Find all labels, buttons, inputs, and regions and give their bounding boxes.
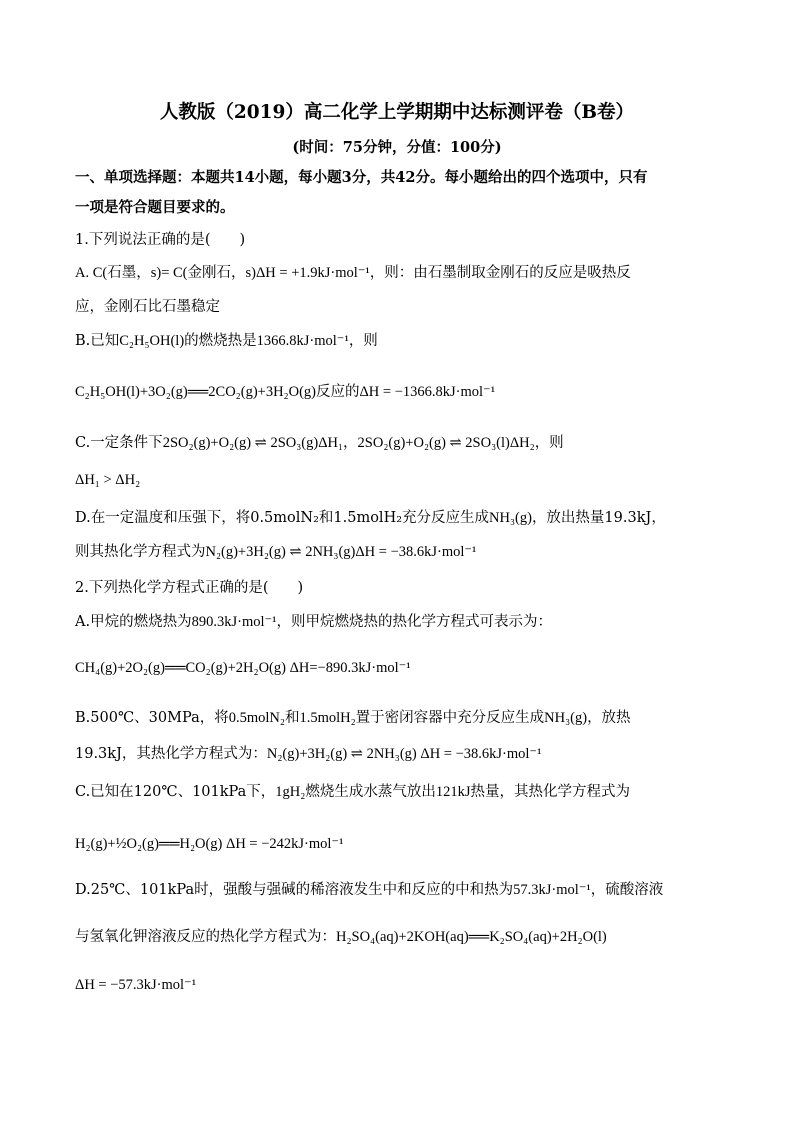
q1-a-text: ，则：由石墨制取金刚石的反应是吸热反 xyxy=(369,265,631,281)
page-subtitle: (时间：75分钟，分值：100分) xyxy=(292,139,502,156)
q2-option-b-line1 xyxy=(75,708,631,728)
q2-option-c-equation: H₂(g)+½O₂(g)══H₂O(g) ΔH = −242kJ·mol⁻¹ xyxy=(75,836,344,852)
q1-b-text: 反应的 xyxy=(315,384,360,400)
q2-a-pre: A.甲烷的燃烧热为 xyxy=(75,614,192,630)
q1-d-nh3: NH₃(g) xyxy=(489,510,532,526)
q1-d-post: ，放出热量19.3kJ， xyxy=(531,510,666,526)
q2-option-d-line1 xyxy=(75,880,663,900)
q2-c-heat: 121kJ xyxy=(435,784,471,800)
q2-d-pre2: 与氢氧化钾溶液反应的热化学方程式为： xyxy=(75,929,336,945)
section-heading-line2: 一项是符合题目要求的。 xyxy=(75,199,235,216)
q1-option-b-line2 xyxy=(75,382,495,402)
q2-d-value: 57.3kJ·mol⁻¹ xyxy=(513,882,591,898)
q2-d-equation: H₂SO₄(aq)+2KOH(aq)══K₂SO₄(aq)+2H₂O(l) xyxy=(336,929,607,945)
q2-b-nh3: NH₃(g) xyxy=(544,710,588,726)
q2-d-pre: D.25℃、101kPa时，强酸与强碱的稀溶液发生中和反应的中和热为 xyxy=(75,882,514,898)
q2-b-h2: 1.5molH₂ xyxy=(299,710,356,726)
q2-b-and: 和 xyxy=(284,710,300,726)
q2-stem: 2.下列热化学方程式正确的是( ) xyxy=(75,580,304,596)
q1-b-mid: 的燃烧热是 xyxy=(184,333,257,349)
q1-option-c-line2: ΔH₁ > ΔH₂ xyxy=(75,472,141,488)
q1-option-c-line1 xyxy=(75,433,564,453)
q1-a-equation: A. C(石墨，s)= C(金刚石，s)ΔH = +1.9kJ·mol⁻¹ xyxy=(75,265,370,281)
q2-option-a-equation: CH₄(g)+2O₂(g)══CO₂(g)+2H₂O(g) ΔH=−890.3kJ·mol⁻¹ xyxy=(75,660,411,676)
q2-a-value: 890.3kJ·mol⁻¹ xyxy=(191,614,277,630)
q2-option-d-line2 xyxy=(75,927,607,947)
q1-b-ethanol: C₂H₅OH(l) xyxy=(119,333,185,349)
q1-d-pre2: 则其热化学方程式为 xyxy=(75,544,206,560)
q1-c-sep: ， xyxy=(343,435,358,451)
q1-option-d-line2 xyxy=(75,542,476,562)
q1-d-equation: N₂(g)+3H₂(g) ⇌ 2NH₃(g)ΔH = −38.6kJ·mol⁻¹ xyxy=(205,544,477,560)
q1-option-b-line1 xyxy=(75,331,378,351)
section-heading-line1: 一、单项选择题：本题共14小题，每小题3分，共42分。每小题给出的四个选项中，只有 xyxy=(75,169,648,186)
q2-c-pre: C.已知在120℃、101kPa下， xyxy=(75,784,276,800)
q2-b-equation: N₂(g)+3H₂(g) ⇌ 2NH₃(g) ΔH = −38.6kJ·mol⁻¹ xyxy=(266,746,542,762)
q1-b-equation: C₂H₅OH(l)+3O₂(g)══2CO₂(g)+3H₂O(g) xyxy=(75,384,316,400)
q1-c-equation2: 2SO₂(g)+O₂(g) ⇌ 2SO₃(l)ΔH₂ xyxy=(357,435,535,451)
q2-option-b-line2 xyxy=(75,744,541,764)
q2-b-n2: 0.5molN₂ xyxy=(228,710,285,726)
q1-stem: 1.下列说法正确的是( ) xyxy=(75,232,246,248)
q2-option-a-line1 xyxy=(75,612,552,632)
q2-c-h2: 1gH₂ xyxy=(275,784,306,800)
q2-option-c-line1 xyxy=(75,782,630,802)
q1-b-dh: ΔH = −1366.8kJ·mol⁻¹ xyxy=(359,384,496,400)
q2-b-pre: B.500℃、30MPa，将 xyxy=(75,710,229,726)
q1-b-value: 1366.8kJ·mol⁻¹ xyxy=(256,333,349,349)
q1-c-post: ，则 xyxy=(534,435,564,451)
q2-c-post: 热量，其热化学方程式为 xyxy=(470,784,630,800)
q2-b-mid: 置于密闭容器中充分反应生成 xyxy=(355,710,545,726)
q2-a-post: ，则甲烷燃烧热的热化学方程式可表示为： xyxy=(276,614,552,630)
q2-option-d-line3: ΔH = −57.3kJ·mol⁻¹ xyxy=(75,977,197,993)
q1-c-pre: C.一定条件下 xyxy=(75,435,163,451)
q2-b-pre2: 19.3kJ，其热化学方程式为： xyxy=(75,746,267,762)
q1-b-post: ，则 xyxy=(348,333,378,349)
q2-b-post: ，放热 xyxy=(587,710,631,726)
q1-d-pre: D.在一定温度和压强下，将0.5molN₂和1.5molH₂充分反应生成 xyxy=(75,510,490,526)
q1-option-a-line2: 应，金刚石比石墨稳定 xyxy=(75,299,220,315)
q2-d-post: ，硫酸溶液 xyxy=(590,882,664,898)
q1-option-d-line1 xyxy=(75,508,666,528)
page-title: 人教版（2019）高二化学上学期期中达标测评卷（B卷） xyxy=(159,102,635,123)
q1-b-pre: B.已知 xyxy=(75,333,120,349)
q1-option-a-line1 xyxy=(75,263,631,283)
q1-c-equation1: 2SO₂(g)+O₂(g) ⇌ 2SO₃(g)ΔH₁ xyxy=(162,435,344,451)
q2-c-mid: 燃烧生成水蒸气放出 xyxy=(305,784,436,800)
